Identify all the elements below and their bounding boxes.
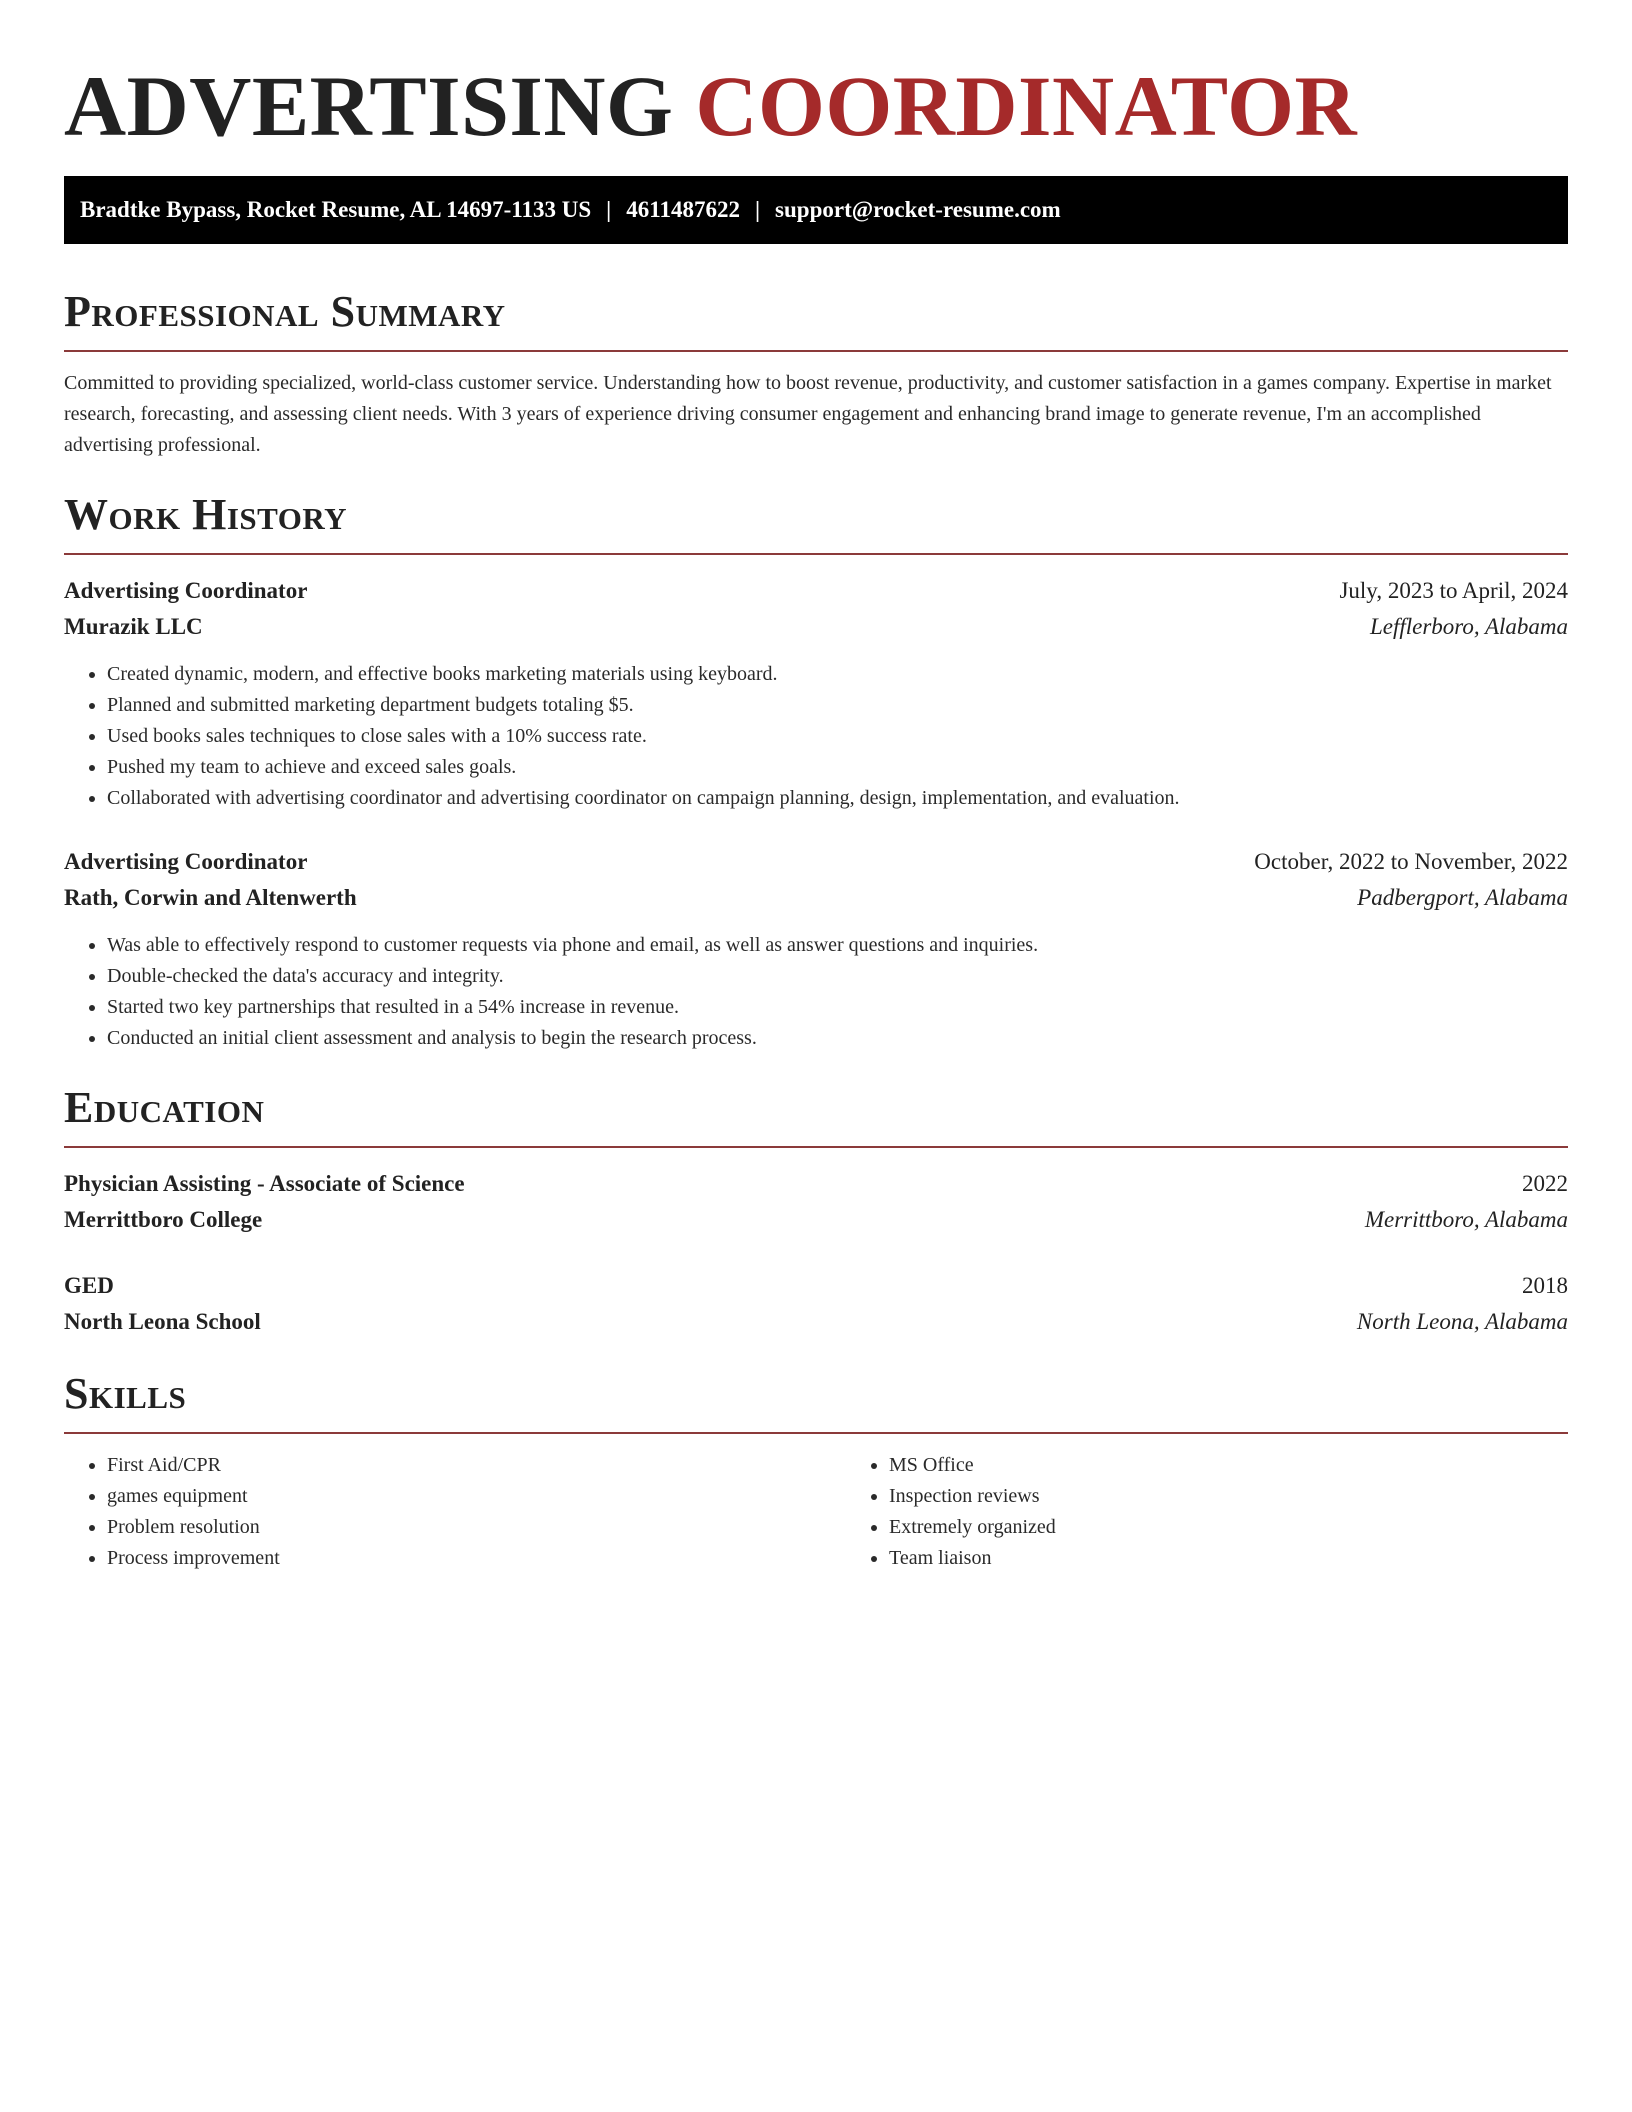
skill-item: • Inspection reviews <box>889 1481 1628 1512</box>
summary-heading: Professional Summary <box>64 284 1568 352</box>
education-school: North Leona School <box>64 1309 261 1334</box>
job-bullet: • Was able to effectively respond to customer requests via phone and email, as well as answer questions and inquiries. <box>107 930 1568 961</box>
skills-heading: Skills <box>64 1366 1568 1434</box>
contact-separator: | <box>754 197 761 222</box>
education-entry <box>64 1166 1568 1238</box>
education-location: Merrittboro, Alabama <box>1364 1207 1568 1232</box>
contact-phone: 4611487622 <box>626 197 740 222</box>
resume-title <box>64 0 1568 156</box>
job-entry <box>64 573 1568 814</box>
title-part-1: ADVERTISING <box>64 58 674 154</box>
job-bullet: • Conducted an initial client assessment and analysis to begin the research process. <box>107 1023 1568 1054</box>
job-bullet: • Double-checked the data's accuracy and integrity. <box>107 961 1568 992</box>
job-bullet: • Started two key partnerships that resulted in a 54% increase in revenue. <box>107 992 1568 1023</box>
education-entry <box>64 1268 1568 1340</box>
job-title: Advertising Coordinator <box>64 849 308 874</box>
contact-separator: | <box>606 197 612 222</box>
job-title: Advertising Coordinator <box>64 578 308 603</box>
education-degree: GED <box>64 1273 114 1298</box>
contact-email: support@rocket-resume.com <box>775 197 1061 222</box>
education-location: North Leona, Alabama <box>1356 1309 1568 1334</box>
job-entry <box>64 844 1568 1054</box>
summary-text: Committed to providing specialized, world-class customer service. Understanding how to boost revenue, productivity, and customer satisfaction in a games company. Expertise in market research, forecasting, and assessing client needs. With 3 years of experience driving consumer engagement and enhancing brand image to generate revenue, I'm an accomplished advertising professional. <box>64 372 1552 456</box>
education-year: 2018 <box>1522 1273 1568 1298</box>
job-dates: July, 2023 to April, 2024 <box>1339 578 1568 603</box>
job-location: Padbergport, Alabama <box>1357 885 1568 910</box>
education-degree: Physician Assisting - Associate of Science <box>64 1171 465 1196</box>
contact-address: Bradtke Bypass, Rocket Resume, AL 14697-1133 US <box>80 197 592 222</box>
job-dates: October, 2022 to November, 2022 <box>1254 849 1568 874</box>
education-school: Merrittboro College <box>64 1207 263 1232</box>
job-company: Rath, Corwin and Altenwerth <box>64 885 357 910</box>
job-company: Murazik LLC <box>64 614 203 639</box>
education-year: 2022 <box>1522 1171 1568 1196</box>
skill-item: • MS Office <box>889 1450 1628 1481</box>
job-bullets <box>64 930 1568 1054</box>
skill-item: • First Aid/CPR <box>107 1450 846 1481</box>
title-part-2: COORDINATOR <box>695 58 1358 154</box>
job-bullet: • Used books sales techniques to close sales with a 10% success rate. <box>107 721 1568 752</box>
job-bullet: • Pushed my team to achieve and exceed sales goals. <box>107 752 1568 783</box>
work-history-heading: Work History <box>64 487 1568 555</box>
skill-item: • Team liaison <box>889 1543 1628 1574</box>
skill-item: • Extremely organized <box>889 1512 1628 1543</box>
skills-column-right <box>846 1450 1628 1574</box>
job-bullet: • Planned and submitted marketing department budgets totaling $5. <box>107 690 1568 721</box>
job-bullet: • Created dynamic, modern, and effective books marketing materials using keyboard. <box>107 659 1568 690</box>
job-bullets <box>64 659 1568 814</box>
job-location: Lefflerboro, Alabama <box>1369 614 1568 639</box>
skills-column-left <box>64 1450 846 1574</box>
contact-bar <box>64 176 1568 244</box>
skills-grid <box>64 1450 1568 1574</box>
skill-item: • Process improvement <box>107 1543 846 1574</box>
skill-item: • games equipment <box>107 1481 846 1512</box>
skill-item: • Problem resolution <box>107 1512 846 1543</box>
job-bullet: • Collaborated with advertising coordinator and advertising coordinator on campaign planning, design, implementation, and evaluation. <box>107 783 1568 814</box>
education-heading: Education <box>64 1080 1568 1148</box>
